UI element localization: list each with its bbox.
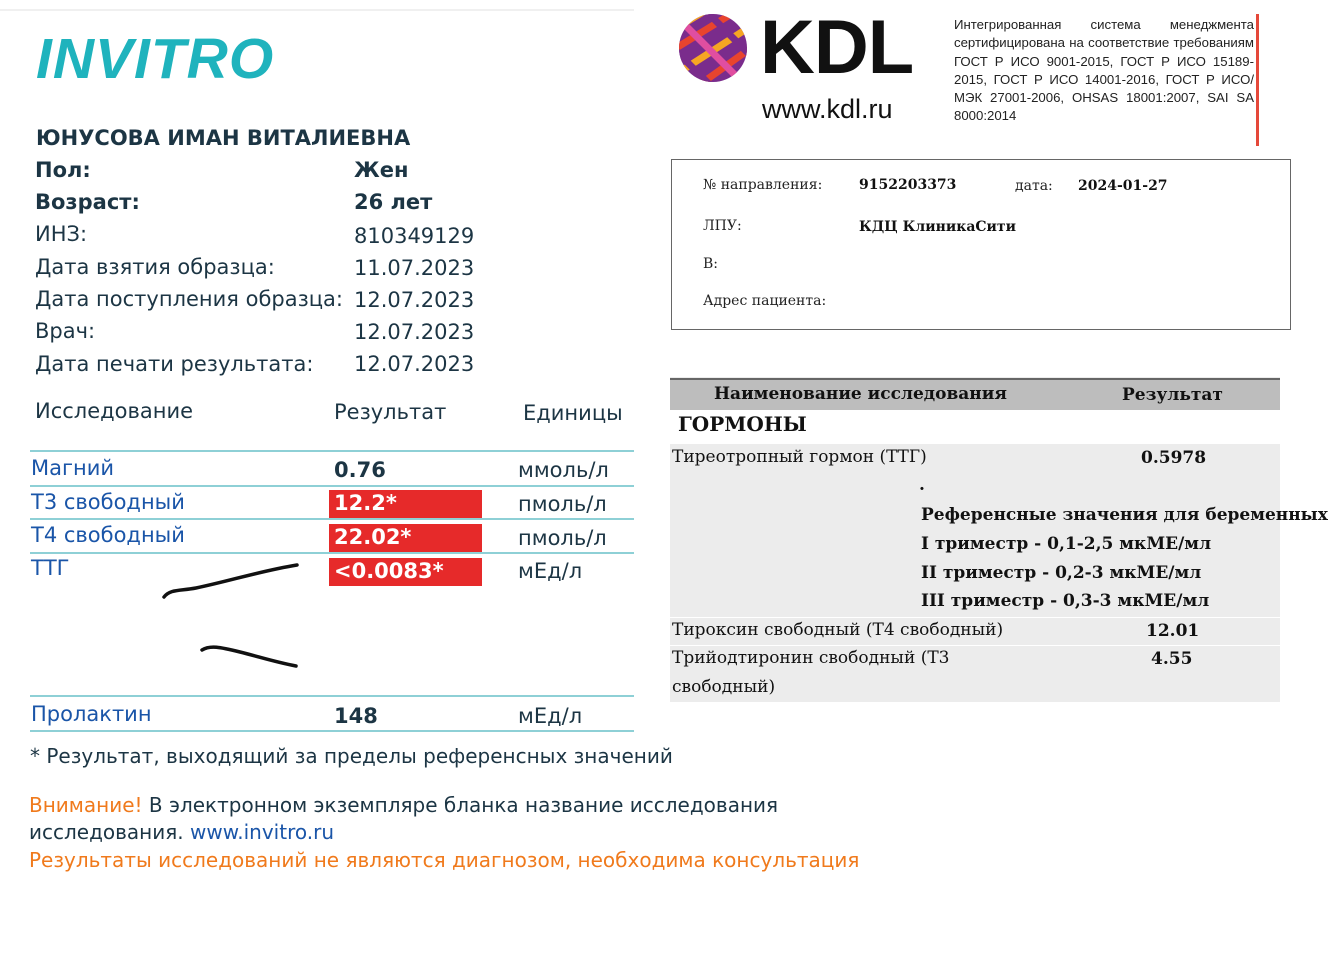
field-label-age: Возраст:	[35, 190, 140, 214]
field-value-print-date: 12.07.2023	[354, 352, 475, 376]
warning-line	[29, 793, 779, 817]
kdl-test-t3-line2: свободный)	[672, 677, 776, 697]
test-units-t4: пмоль/л	[518, 526, 607, 550]
kdl-dot: .	[919, 475, 925, 495]
field-value-inz: 810349129	[354, 224, 475, 248]
table-rule	[30, 552, 634, 554]
field-value-sex: Жен	[354, 158, 409, 182]
field-value-sample-date: 11.07.2023	[354, 256, 475, 280]
kdl-header-name: Наименование исследования	[714, 384, 1007, 404]
test-name-t4: Т4 свободный	[31, 523, 185, 547]
test-name-t3: Т3 свободный	[31, 490, 185, 514]
field-value-receipt-date: 12.07.2023	[354, 288, 475, 312]
test-result-tsh: <0.0083*	[334, 559, 444, 583]
test-name-magnesium: Магний	[31, 456, 115, 480]
column-header-test: Исследование	[35, 399, 194, 423]
kdl-logo-icon	[678, 13, 748, 83]
date-label: дата:	[1015, 178, 1053, 194]
kdl-result-t3: 4.55	[1151, 649, 1193, 669]
kdl-row-divider	[670, 645, 1280, 646]
column-header-result: Результат	[334, 400, 447, 424]
referral-label: № направления:	[703, 177, 823, 193]
test-units-magnesium: ммоль/л	[518, 458, 609, 482]
warning-text: В электронном экземпляре бланка название исследования	[148, 793, 779, 817]
date-value: 2024-01-27	[1078, 178, 1168, 194]
kdl-section-title: ГОРМОНЫ	[678, 412, 807, 436]
handwritten-strokes	[150, 555, 310, 675]
field-label-print-date: Дата печати результата:	[35, 352, 314, 376]
table-rule	[30, 485, 634, 487]
kdl-header-result: Результат	[1122, 385, 1223, 405]
kdl-test-tsh: Тиреотропный гормон (ТТГ)	[672, 447, 927, 467]
table-rule	[30, 450, 634, 452]
field-label-sample-date: Дата взятия образца:	[35, 255, 275, 279]
test-name-prolactin: Пролактин	[31, 702, 152, 726]
reference-line: I триместр - 0,1-2,5 мкМЕ/мл	[921, 534, 1212, 554]
table-rule	[30, 730, 634, 732]
table-rule	[30, 695, 634, 697]
test-result-magnesium: 0.76	[334, 458, 386, 482]
kdl-logo: KDL	[760, 5, 914, 90]
test-result-t4: 22.02*	[334, 525, 412, 549]
field-label-inz: ИНЗ:	[35, 222, 88, 246]
test-units-t3: пмоль/л	[518, 492, 607, 516]
kdl-result-tsh: 0.5978	[1141, 448, 1207, 468]
warning-label: Внимание!	[29, 793, 143, 817]
invitro-top-rule	[0, 9, 634, 11]
invitro-site-link[interactable]: www.invitro.ru	[190, 820, 334, 844]
kdl-row-divider	[670, 617, 1280, 618]
v-label: В:	[703, 256, 719, 272]
field-label-sex: Пол:	[35, 158, 91, 182]
table-rule	[30, 518, 634, 520]
test-result-prolactin: 148	[334, 704, 378, 728]
patient-name: ЮНУСОВА ИМАН ВИТАЛИЕВНА	[36, 126, 411, 150]
kdl-test-t3: Трийодтиронин свободный (Т3	[672, 648, 950, 668]
reference-line: II триместр - 0,2-3 мкМЕ/мл	[921, 563, 1202, 583]
address-label: Адрес пациента:	[703, 293, 827, 309]
referral-value: 9152203373	[859, 177, 957, 193]
test-units-tsh: мЕд/л	[518, 559, 583, 583]
field-value-age: 26 лет	[354, 190, 433, 214]
field-label-receipt-date: Дата поступления образца:	[35, 287, 343, 311]
reference-line: III триместр - 0,3-3 мкМЕ/мл	[921, 591, 1210, 611]
footnote: * Результат, выходящий за пределы референсных значений	[30, 744, 673, 768]
kdl-test-t4: Тироксин свободный (Т4 свободный)	[672, 620, 1004, 640]
column-header-units: Единицы	[523, 401, 623, 425]
warning-line-2	[29, 820, 334, 844]
test-units-prolactin: мЕд/л	[518, 704, 583, 728]
disclaimer: Результаты исследований не являются диагнозом, необходима консультация	[29, 848, 860, 872]
test-result-t3: 12.2*	[334, 491, 397, 515]
kdl-site[interactable]: www.kdl.ru	[762, 94, 893, 124]
field-label-doctor: Врач:	[35, 319, 96, 343]
field-value-doctor: 12.07.2023	[354, 320, 475, 344]
lpu-value: КДЦ КлиникаСити	[859, 219, 1016, 235]
warning-text-2: исследования.	[29, 820, 184, 844]
test-name-tsh: ТТГ	[31, 556, 70, 580]
lpu-label: ЛПУ:	[703, 218, 742, 234]
kdl-certification: Интегрированная система менеджмента сертифицирована на соответствие требованиям ГОСТ Р ИСО 9001-2015, ГОСТ Р ИСО 15189-2015, ГОСТ Р ИСО 14001-2016, ГОСТ Р ИСО/МЭК 27001-2006, OHSAS 18001:2007, SAI SA 8000:2014	[954, 17, 1254, 124]
kdl-result-t4: 12.01	[1146, 621, 1200, 641]
kdl-cert-accent	[1256, 14, 1259, 146]
invitro-logo: INVITRO	[36, 27, 275, 91]
reference-title: Референсные значения для беременных	[921, 505, 1328, 525]
